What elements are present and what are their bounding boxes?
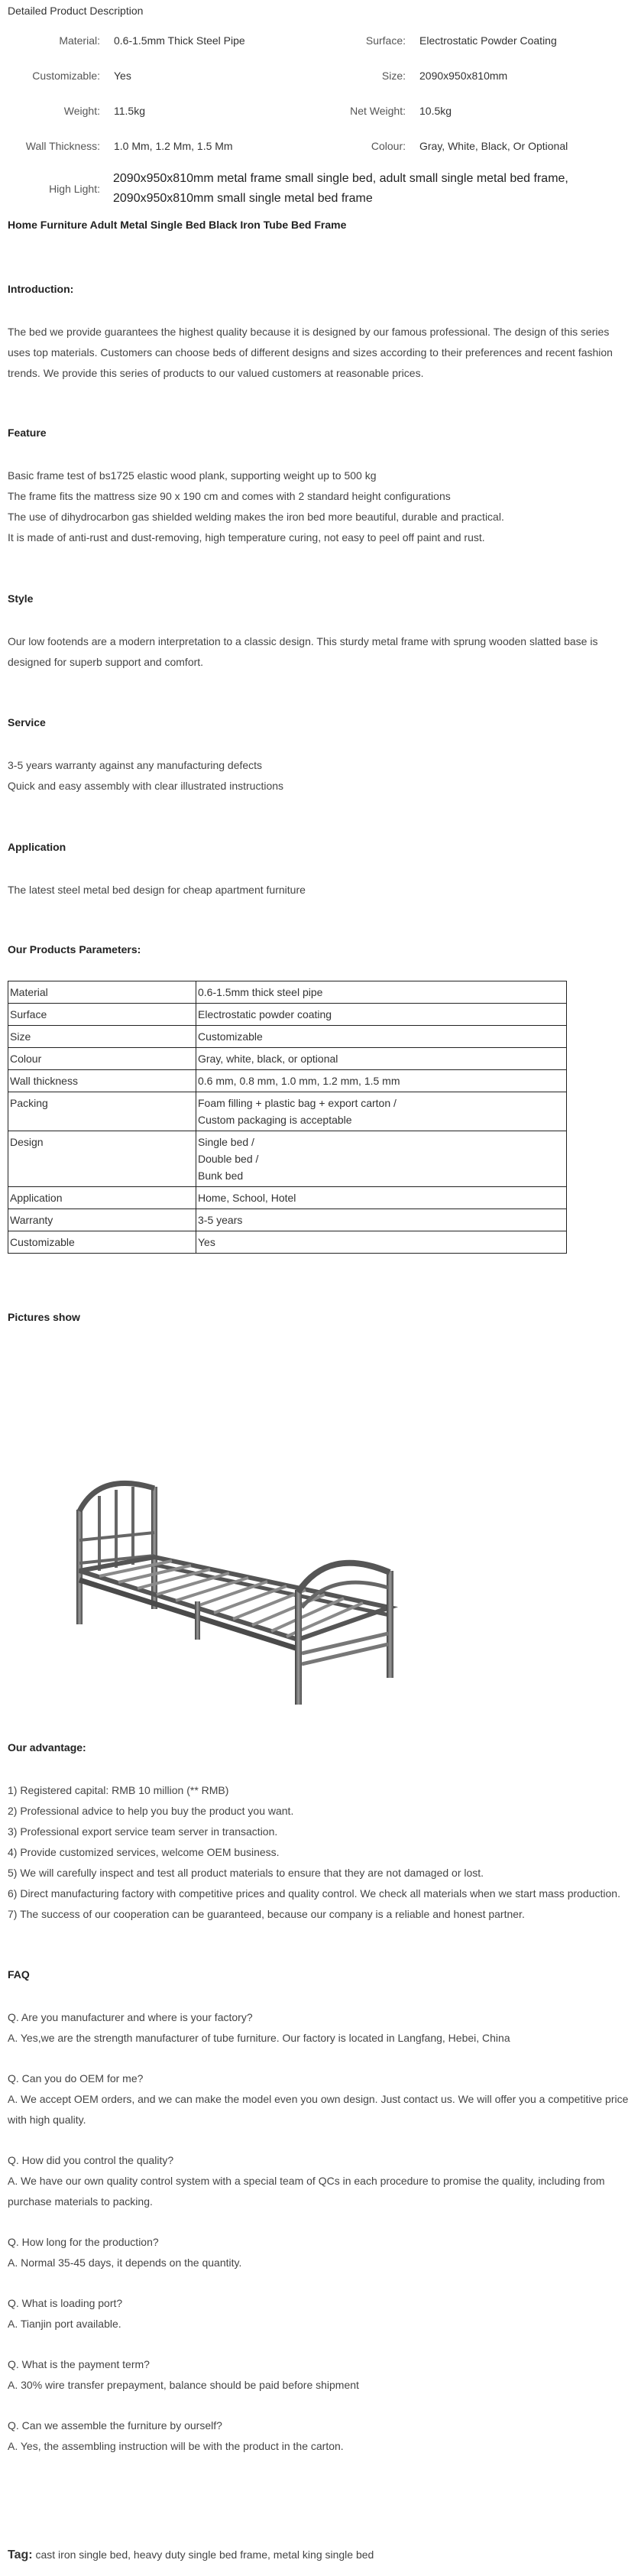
tag-link[interactable]: heavy duty single bed frame	[133, 2548, 268, 2561]
param-value	[196, 1187, 567, 1209]
spec-value: Gray, White, Black, Or Optional	[419, 140, 568, 152]
spec-label: Surface:	[365, 34, 406, 47]
param-value	[196, 1131, 567, 1187]
application-heading: Application	[8, 841, 66, 853]
advantage-heading: Our advantage:	[8, 1741, 86, 1754]
spec-row	[0, 23, 641, 58]
faq-item	[8, 2415, 630, 2457]
faq-item	[8, 2007, 630, 2049]
feature-line: Basic frame test of bs1725 elastic wood plank, supporting weight up to 500 kg	[8, 469, 377, 482]
highlight-separator: ,	[372, 172, 377, 185]
param-key: Warranty	[8, 1209, 196, 1231]
page-header: Detailed Product Description	[8, 5, 144, 17]
param-value-line: Home, School, Hotel	[198, 1192, 296, 1204]
table-row	[8, 981, 567, 1004]
faq-heading: FAQ	[8, 1968, 30, 1981]
highlight-link[interactable]: 2090x950x810mm small single metal bed frame	[113, 192, 373, 205]
feature-line: It is made of anti-rust and dust-removing, high temperature curing, not easy to peel off paint and rust.	[8, 531, 485, 543]
tag-separator: ,	[128, 2548, 131, 2561]
service-text	[8, 755, 630, 796]
param-value-line: 3-5 years	[198, 1214, 243, 1226]
faq-question: Q. How long for the production?	[8, 2236, 159, 2248]
spec-label: Customizable:	[32, 70, 100, 82]
advantage-line: 5) We will carefully inspect and test all product materials to ensure that they are not damaged or lost.	[8, 1867, 484, 1879]
highlight-separator: ,	[565, 172, 568, 185]
advantage-line: 1) Registered capital: RMB 10 million (** RMB)	[8, 1784, 229, 1796]
faq-answer: A. Yes, the assembling instruction will be with the product in the carton.	[8, 2440, 344, 2452]
param-value-line: Electrostatic powder coating	[198, 1008, 332, 1020]
spec-label: Weight:	[63, 105, 100, 117]
table-row	[8, 1231, 567, 1254]
highlight-links	[112, 164, 641, 214]
faq-question: Q. Can we assemble the furniture by ourself?	[8, 2419, 222, 2432]
spec-row	[0, 93, 641, 128]
tag-separator: ,	[267, 2548, 270, 2561]
style-line: Our low footends are a modern interpretation to a classic design. This sturdy metal frame with sprung wooden slatted base is designed for superb support and comfort.	[8, 635, 598, 668]
product-image	[69, 1456, 485, 1708]
param-value-line: Bunk bed	[198, 1170, 244, 1182]
advantage-line: 7) The success of our cooperation can be guaranteed, because our company is a reliable and honest partner.	[8, 1908, 525, 1920]
spec-value: Electrostatic Powder Coating	[419, 34, 557, 47]
param-value-line: Foam filling + plastic bag + export carton /	[198, 1097, 397, 1109]
param-value	[196, 1231, 567, 1254]
param-value-line: Single bed /	[198, 1136, 254, 1148]
spec-label: Colour:	[371, 140, 406, 152]
tag-label: Tag:	[8, 2548, 33, 2561]
param-key: Packing	[8, 1092, 196, 1131]
param-value	[196, 1092, 567, 1131]
param-key: Wall thickness	[8, 1070, 196, 1092]
param-key: Application	[8, 1187, 196, 1209]
style-text	[8, 631, 630, 673]
faq-item	[8, 2293, 630, 2334]
faq-answer: A. We have our own quality control system with a special team of QCs in each procedure to promise the quality, including from purchase materials to packing.	[8, 2175, 605, 2208]
param-key: Colour	[8, 1048, 196, 1070]
param-value	[196, 1209, 567, 1231]
param-key: Material	[8, 981, 196, 1004]
highlight-link[interactable]: 2090x950x810mm metal frame small single bed	[113, 172, 373, 185]
param-value	[196, 1048, 567, 1070]
faq-answer: A. Normal 35-45 days, it depends on the quantity.	[8, 2256, 242, 2269]
faq-item	[8, 2354, 630, 2396]
table-row	[8, 1070, 567, 1092]
table-row	[8, 1048, 567, 1070]
faq-answer: A. Tianjin port available.	[8, 2318, 121, 2330]
introduction-heading: Introduction:	[8, 283, 74, 295]
faq-question: Q. What is loading port?	[8, 2297, 123, 2309]
faq-answer: A. 30% wire transfer prepayment, balance should be paid before shipment	[8, 2379, 359, 2391]
advantage-line: 6) Direct manufacturing factory with competitive prices and quality control. We check all materials when we start mass production.	[8, 1887, 620, 1900]
application-text	[8, 880, 630, 900]
spec-label: Size:	[381, 70, 406, 82]
spec-table	[0, 23, 641, 214]
metal-single-bed-illustration	[69, 1456, 485, 1708]
param-value-line: Double bed /	[198, 1153, 259, 1165]
feature-heading: Feature	[8, 427, 47, 439]
spec-value: 1.0 Mm, 1.2 Mm, 1.5 Mm	[114, 140, 233, 152]
advantage-line: 3) Professional export service team server in transaction.	[8, 1825, 278, 1838]
tag-link[interactable]: metal king single bed	[273, 2548, 374, 2561]
param-value	[196, 1004, 567, 1026]
style-heading: Style	[8, 592, 34, 605]
application-line: The latest steel metal bed design for cheap apartment furniture	[8, 884, 306, 896]
param-value	[196, 1026, 567, 1048]
param-value-line: 0.6 mm, 0.8 mm, 1.0 mm, 1.2 mm, 1.5 mm	[198, 1075, 400, 1087]
advantage-text	[8, 1780, 630, 1925]
faq-item	[8, 2150, 630, 2212]
param-value-line: Yes	[198, 1236, 215, 1248]
faq-question: Q. Can you do OEM for me?	[8, 2072, 144, 2084]
table-row	[8, 1131, 567, 1187]
param-value-line: Custom packaging is acceptable	[198, 1114, 352, 1126]
spec-value: 0.6-1.5mm Thick Steel Pipe	[114, 34, 245, 47]
param-key: Surface	[8, 1004, 196, 1026]
spec-value: 11.5kg	[114, 105, 145, 117]
table-row	[8, 1209, 567, 1231]
introduction-line: The bed we provide guarantees the highest quality because it is designed by our famous professional. The design of this series uses top materials. Customers can choose beds of different designs and sizes according to their preferences and recent fashion trends. We provide this series of products to our valued customers at reasonable prices.	[8, 326, 613, 379]
spec-value: 10.5kg	[419, 105, 452, 117]
tag-line	[8, 2548, 374, 2562]
table-row	[8, 1187, 567, 1209]
service-heading: Service	[8, 716, 46, 728]
faq-question: Q. Are you manufacturer and where is your factory?	[8, 2011, 253, 2023]
table-row	[8, 1026, 567, 1048]
param-key: Size	[8, 1026, 196, 1048]
spec-value: 2090x950x810mm	[419, 70, 508, 82]
spec-label: Material:	[59, 34, 100, 47]
param-value	[196, 981, 567, 1004]
highlight-row	[0, 164, 641, 214]
faq-item	[8, 2068, 630, 2130]
parameters-table	[8, 981, 567, 1254]
param-value-line: Customizable	[198, 1030, 263, 1043]
feature-text	[8, 466, 630, 548]
param-value	[196, 1070, 567, 1092]
faq-question: Q. What is the payment term?	[8, 2358, 150, 2370]
highlight-link[interactable]: adult small single metal bed frame	[379, 172, 565, 185]
highlight-label: High Light:	[49, 183, 100, 195]
pictures-heading: Pictures show	[8, 1311, 80, 1323]
tag-link[interactable]: cast iron single bed	[35, 2548, 128, 2561]
advantage-line: 4) Provide customized services, welcome OEM business.	[8, 1846, 280, 1858]
spec-label: Wall Thickness:	[25, 140, 100, 152]
param-value-line: 0.6-1.5mm thick steel pipe	[198, 986, 323, 998]
parameters-heading: Our Products Parameters:	[8, 943, 141, 955]
service-line: Quick and easy assembly with clear illustrated instructions	[8, 780, 284, 792]
product-title: Home Furniture Adult Metal Single Bed Black Iron Tube Bed Frame	[8, 219, 347, 231]
spec-label: Net Weight:	[350, 105, 406, 117]
faq-answer: A. Yes,we are the strength manufacturer of tube furniture. Our factory is located in Langfang, Hebei, China	[8, 2032, 510, 2044]
table-row	[8, 1092, 567, 1131]
spec-row	[0, 128, 641, 164]
feature-line: The frame fits the mattress size 90 x 190 cm and comes with 2 standard height configurations	[8, 490, 451, 502]
advantage-line: 2) Professional advice to help you buy the product you want.	[8, 1805, 294, 1817]
feature-line: The use of dihydrocarbon gas shielded welding makes the iron bed more beautiful, durable and practical.	[8, 511, 504, 523]
faq-answer: A. We accept OEM orders, and we can make the model even you own design. Just contact us. We will offer you a competitive price with high quality.	[8, 2093, 629, 2126]
table-row	[8, 1004, 567, 1026]
faq-item	[8, 2232, 630, 2273]
spec-value: Yes	[114, 70, 131, 82]
param-key: Design	[8, 1131, 196, 1187]
introduction-text	[8, 322, 630, 384]
param-key: Customizable	[8, 1231, 196, 1254]
service-line: 3-5 years warranty against any manufacturing defects	[8, 759, 263, 771]
faq-question: Q. How did you control the quality?	[8, 2154, 174, 2166]
param-value-line: Gray, white, black, or optional	[198, 1053, 338, 1065]
spec-row	[0, 58, 641, 93]
